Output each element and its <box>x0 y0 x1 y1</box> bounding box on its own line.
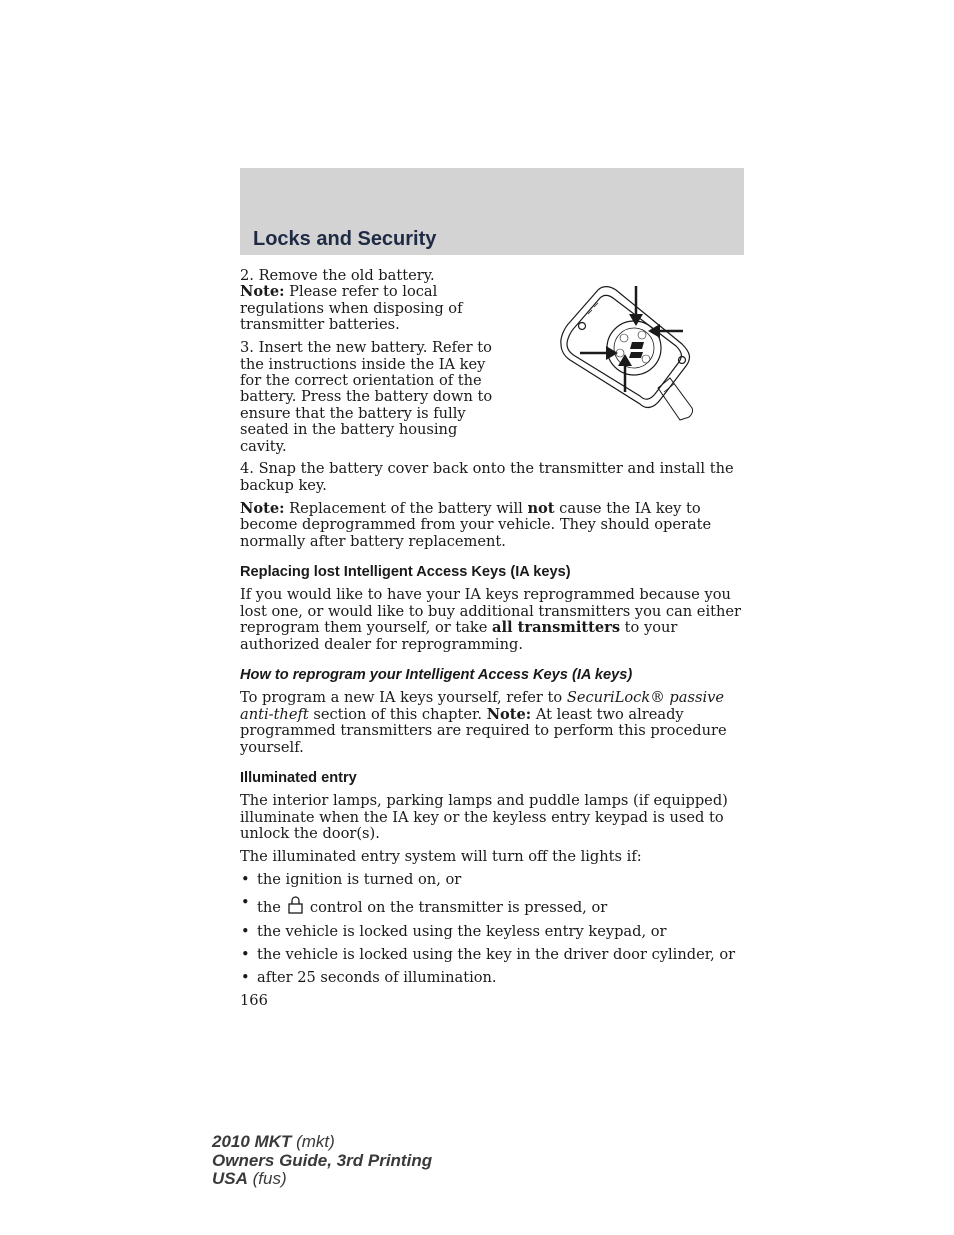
reprogram-text-a: To program a new IA keys yourself, refer to <box>240 689 567 707</box>
document-footer <box>212 1133 432 1189</box>
note-label: Note: <box>240 283 285 301</box>
securilock-reference: SecuriLock® passive anti-theft <box>240 689 724 723</box>
list-item-text: control on the transmitter is pressed, or <box>309 899 608 917</box>
list-item-text: the <box>257 899 281 917</box>
lost-keys-heading: Replacing lost Intelligent Access Keys (IA keys) <box>240 564 571 580</box>
lost-keys-text-b: to your authorized dealer for reprogramming. <box>240 619 678 653</box>
battery-note-not: not <box>527 499 555 517</box>
section-title: Locks and Security <box>253 228 437 250</box>
step-2 <box>240 268 495 334</box>
lock-icon <box>287 895 304 915</box>
list-item-text: the vehicle is locked using the keyless entry keypad, or <box>257 922 667 940</box>
battery-note <box>240 501 744 550</box>
footer-line-1 <box>212 1133 432 1152</box>
bullet: • <box>241 968 250 986</box>
bullet: • <box>241 945 250 963</box>
step-4: 4. Snap the battery cover back onto the transmitter and install the backup key. <box>240 460 734 494</box>
bullet: • <box>241 871 250 889</box>
list-item-text: the ignition is turned on, or <box>257 871 462 889</box>
turn-off-conditions-list <box>240 872 744 986</box>
footer-market-code: (fus) <box>247 1169 287 1188</box>
note-label: Note: <box>486 705 532 723</box>
illuminated-paragraph-2: The illuminated entry system will turn off the lights if: <box>240 848 642 866</box>
footer-line-2 <box>212 1152 432 1171</box>
footer-edition: Owners Guide, 3rd Printing <box>212 1150 433 1170</box>
page-number: 166 <box>240 992 268 1010</box>
reprogram-text-b: section of this chapter. <box>308 705 487 723</box>
battery-note-text-b: cause the IA key to become deprogrammed from your vehicle. They should operate normally after battery replacement. <box>240 499 712 550</box>
illuminated-entry-heading: Illuminated entry <box>240 770 357 787</box>
lost-keys-bold: all transmitters <box>492 619 621 637</box>
section-header <box>240 168 744 255</box>
step-3: 3. Insert the new battery. Refer to the instructions inside the IA key for the correct orientation of the battery. Press the battery down to ensure that the battery is fully seated in the battery housing cavity. <box>240 339 493 455</box>
lost-keys-paragraph <box>240 587 744 653</box>
note-label: Note: <box>240 499 285 517</box>
illuminated-paragraph-1: The interior lamps, parking lamps and puddle lamps (if equipped) illuminate when the IA key or the keyless entry keypad is used to unlock the door(s). <box>240 792 728 843</box>
footer-model-code: (mkt) <box>291 1132 335 1151</box>
list-item-text: the vehicle is locked using the key in the driver door cylinder, or <box>257 945 736 963</box>
list-item <box>240 895 744 916</box>
step-2-note: Please refer to local regulations when disposing of transmitter batteries. <box>240 283 463 334</box>
step-2-text: 2. Remove the old battery. <box>240 267 435 284</box>
bullet: • <box>241 894 250 912</box>
footer-market: USA <box>212 1169 248 1188</box>
reprogram-paragraph <box>240 690 744 756</box>
list-item <box>240 872 744 888</box>
footer-model: 2010 MKT <box>212 1132 292 1151</box>
list-item-text: after 25 seconds of illumination. <box>257 968 497 986</box>
list-item <box>240 924 744 940</box>
footer-line-3 <box>212 1170 432 1189</box>
reprogram-heading: How to reprogram your Intelligent Access Keys (IA keys) <box>240 667 633 684</box>
list-item <box>240 970 744 986</box>
bullet: • <box>241 922 250 940</box>
ia-key-battery-illustration <box>558 280 708 430</box>
lost-keys-text-a: If you would like to have your IA keys reprogrammed because you lost one, or would like to buy additional transmitters you can either reprogram them yourself, or take <box>240 586 741 637</box>
list-item <box>240 947 744 963</box>
battery-note-text-a: Replacement of the battery will <box>284 499 528 517</box>
page-content <box>240 268 744 1010</box>
reprogram-text-c: At least two already programmed transmitters are required to perform this procedure yourself. <box>240 705 727 756</box>
